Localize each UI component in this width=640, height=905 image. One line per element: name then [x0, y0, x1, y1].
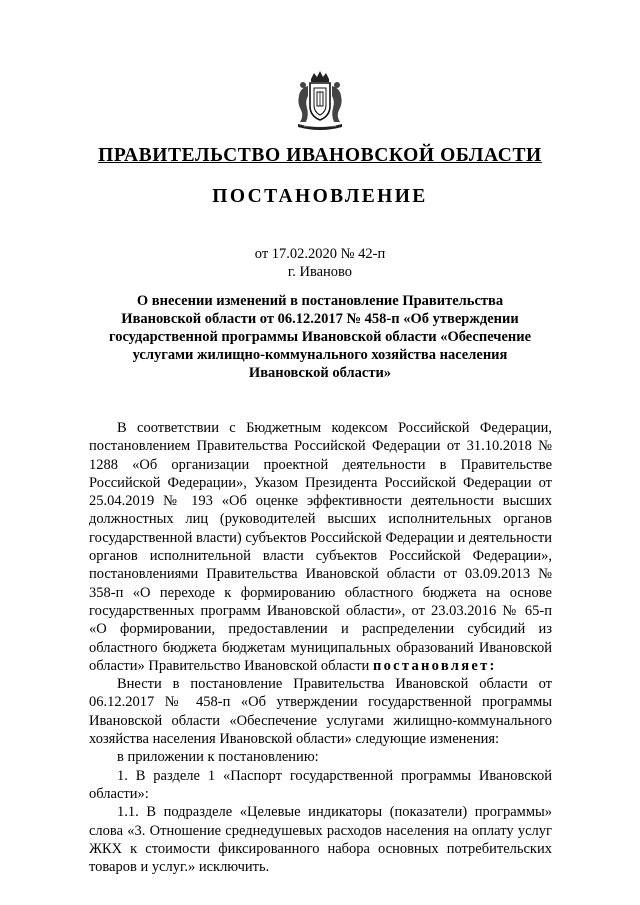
body-paragraph: в приложении к постановлению: [117, 749, 319, 766]
body-paragraph: 1.1. В подразделе «Целевые индикаторы (показатели) программы» слова «3. Отношение среднедушевых расходов населения на оплату услуг ЖКХ к стоимости фиксированного набора основных потребительских товаров и услуг.» исключить. [89, 804, 552, 876]
document-body [89, 419, 552, 876]
document-type: ПОСТАНОВЛЕНИЕ [212, 186, 428, 207]
preamble-paragraph [89, 419, 552, 675]
title-line: государственной программы Ивановской области «Обеспечение [108, 329, 532, 345]
title-line: Ивановской области» [248, 365, 392, 381]
coat-of-arms-icon [292, 70, 348, 132]
document-city: г. Иваново [287, 264, 353, 280]
organization-name: ПРАВИТЕЛЬСТВО ИВАНОВСКОЙ ОБЛАСТИ [98, 145, 542, 166]
title-line: услугами жилищно-коммунального хозяйства населения [132, 347, 508, 363]
resolves-word: постановляет: [372, 657, 497, 674]
body-paragraph: 1. В разделе 1 «Паспорт государственной программы Ивановской области»: [89, 767, 552, 802]
title-line: О внесении изменений в постановление Правительства [136, 293, 504, 309]
preamble-text: В соответствии с Бюджетным кодексом Российской Федерации, постановлением Правительства Российской Федерации от 31.10.2018 № 1288 «Об организации проектной деятельности в Правительстве Российской Федерации», Указом Президента Российской Федерации от 25.04.2019 № 193 «Об оценке эффективности деятельности высших должностных лиц (руководителей высших исполнительных органов государственной власти) субъектов Российской Федерации и деятельности органов исполнительной власти субъектов Российской Федерации», постановлениями Правительства Ивановской области от 03.09.2013 № 358-п «О переходе к формированию областного бюджета на основе государственных программ Ивановской области», от 23.03.2016 № 65-п «О формировании, предоставлении и распределении субсидий из областного бюджета бюджетам муниципальных образований Ивановской области» Правительство Ивановской области [89, 420, 552, 674]
title-line: Ивановской области от 06.12.2017 № 458-п «Об утверждении [121, 311, 519, 327]
document-title [100, 292, 540, 382]
document-date-number: от 17.02.2020 № 42-п [254, 246, 386, 262]
body-paragraph: Внести в постановление Правительства Ивановской области от 06.12.2017 № 458-п «Об утверждении государственной программы Ивановской области «Обеспечение услугами жилищно-коммунального хозяйства населения Ивановской области» следующие изменения: [89, 676, 552, 748]
